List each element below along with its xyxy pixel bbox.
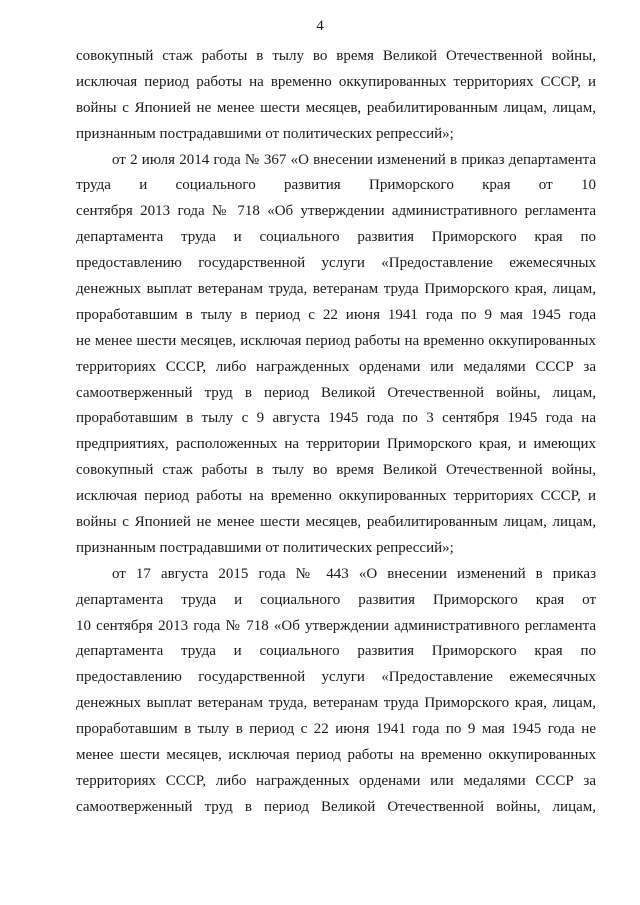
text-line: департамента труда и социального развития Приморского края по: [76, 643, 596, 660]
page-number: 4: [316, 18, 324, 34]
text-line: проработавшим в тылу в период с 22 июня 1941 года по 9 мая 1945 года: [76, 306, 596, 323]
text-line: войны с Японией не менее шести месяцев, реабилитированным лицам, лицам,: [76, 99, 596, 116]
document-body: [76, 44, 596, 821]
text-line: департамента труда и социального развития Приморского края от: [76, 591, 596, 608]
text-line: предоставлению государственной услуги «Предоставление ежемесячных: [76, 669, 596, 686]
text-line: территориях СССР, либо награжденных орденами или медалями СССР за: [76, 358, 596, 375]
text-line: от 17 августа 2015 года № 443 «О внесении изменений в приказ: [112, 565, 596, 582]
text-line: от 2 июля 2014 года № 367 «О внесении изменений в приказ департамента: [112, 151, 596, 168]
text-line: совокупный стаж работы в тылу во время Великой Отечественной войны,: [76, 48, 596, 64]
text-line: исключая период работы на временно оккупированных территориях СССР, и: [76, 73, 596, 90]
text-line: денежных выплат ветеранам труда, ветеранам труда Приморского края, лицам,: [76, 695, 596, 712]
text-line: менее шести месяцев, исключая период работы на временно оккупированных: [76, 747, 596, 764]
text-line: самоотверженный труд в период Великой Отечественной войны, лицам,: [76, 798, 596, 815]
text-line: проработавшим в тылу в период с 22 июня 1941 года по 9 мая 1945 года не: [76, 721, 596, 738]
text-line: предприятиях, расположенных на территории Приморского края, и имеющих: [76, 436, 596, 453]
text-line: сентября 2013 года № 718 «Об утверждении административного регламента: [76, 203, 596, 220]
text-line: денежных выплат ветеранам труда, ветеранам труда Приморского края, лицам,: [76, 281, 596, 298]
text-line: проработавшим в тылу с 9 августа 1945 года по 3 сентября 1945 года на: [76, 410, 596, 427]
text-line: войны с Японией не менее шести месяцев, реабилитированным лицам, лицам,: [76, 514, 596, 531]
text-line: департамента труда и социального развития Приморского края по: [76, 229, 596, 246]
text-line: 10 сентября 2013 года № 718 «Об утверждении административного регламента: [76, 617, 596, 634]
text-line: совокупный стаж работы в тылу во время Великой Отечественной войны,: [76, 462, 596, 479]
text-line: самоотверженный труд в период Великой Отечественной войны, лицам,: [76, 384, 596, 401]
text-line: не менее шести месяцев, исключая период работы на временно оккупированных: [76, 332, 596, 349]
text-line: предоставлению государственной услуги «Предоставление ежемесячных: [76, 255, 596, 272]
text-line: исключая период работы на временно оккупированных территориях СССР, и: [76, 488, 596, 505]
text-line: признанным пострадавшими от политических репрессий»;: [76, 125, 454, 142]
text-line: признанным пострадавшими от политических репрессий»;: [76, 539, 454, 556]
text-line: труда и социального развития Приморского края от 10: [76, 177, 596, 194]
text-line: территориях СССР, либо награжденных орденами или медалями СССР за: [76, 772, 596, 789]
